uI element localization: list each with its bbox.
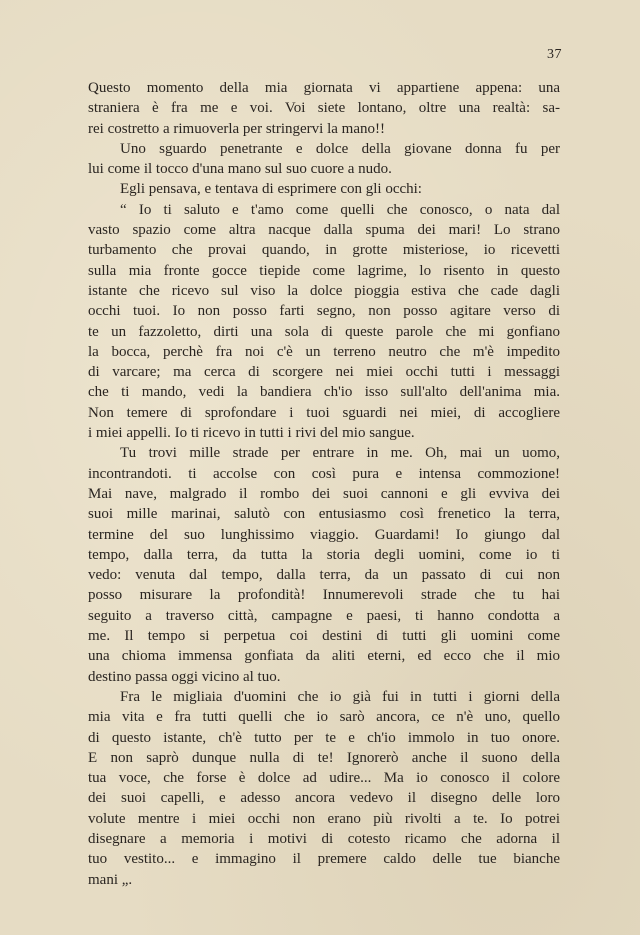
text-line: rei costretto a rimuoverla per stringervi la mano!! xyxy=(88,120,385,137)
text-line: tuo vestito... e immagino il premere caldo delle tue bianche xyxy=(88,851,560,868)
text-line: turbamento che provai quando, in grotte misteriose, io ricevetti xyxy=(88,242,560,259)
text-line: te un fazzoletto, dirti una sola di queste parole che mi gonfiano xyxy=(88,323,560,340)
text-line: volute mentre i miei occhi non erano più rivolti a te. Io potrei xyxy=(88,810,560,827)
text-line: straniera è fra me e voi. Voi siete lontano, oltre una realtà: sa- xyxy=(88,100,560,117)
text-line: lui come il tocco d'una mano sul suo cuore a nudo. xyxy=(88,161,392,178)
text-line: tempo, dalla terra, da tutta la storia degli uomini, come io ti xyxy=(88,546,560,563)
text-line: disegnare a memoria i motivi di cotesto ricamo che adorna il xyxy=(88,830,560,847)
text-line: destino passa oggi vicino al tuo. xyxy=(88,668,281,685)
text-line: suoi mille marinai, salutò con entusiasmo così frenetico la terra, xyxy=(88,506,560,523)
text-line: dei suoi capelli, e adesso ancora vedevo il disegno delle loro xyxy=(88,790,560,807)
text-line: una chioma immensa gonfiata da aliti eterni, ed ecco che il mio xyxy=(88,648,560,665)
text-line: Non temere di sprofondare i tuoi sguardi nei miei, di accogliere xyxy=(88,404,560,421)
text-line: Uno sguardo penetrante e dolce della giovane donna fu per xyxy=(120,140,560,157)
text-line: E non saprò dunque nulla di te! Ignorerò anche il suono della xyxy=(88,749,560,766)
text-line: “ Io ti saluto e t'amo come quelli che conosco, o nata dal xyxy=(120,201,560,218)
text-line: occhi tuoi. Io non posso farti segno, non posso agitare verso di xyxy=(88,303,560,320)
text-line: Fra le migliaia d'uomini che io già fui in tutti i giorni della xyxy=(120,688,560,705)
text-line: Mai nave, malgrado il rombo dei suoi cannoni e gli evviva dei xyxy=(88,485,560,502)
text-line: di varcare; ma cerca di scorgere nei miei occhi tutti i messaggi xyxy=(88,364,560,381)
text-line: Tu trovi mille strade per entrare in me. Oh, mai un uomo, xyxy=(120,445,560,462)
text-line: posso misurare la profondità! Innumerevoli strade che tu hai xyxy=(88,587,560,604)
page-number: 37 xyxy=(547,47,562,62)
text-line: vasto spazio come altra nacque dalla spuma dei mari! Lo strano xyxy=(88,222,560,239)
text-line: istante che ricevo sul viso la dolce pioggia estiva che cade dagli xyxy=(88,282,560,299)
text-line: tua voce, che forse è dolce ad udire... Ma io conosco il colore xyxy=(88,770,560,787)
text-line: i miei appelli. Io ti ricevo in tutti i rivi del mio sangue. xyxy=(88,425,415,442)
text-line: termine del suo lunghissimo viaggio. Guardami! Io giungo dal xyxy=(88,526,560,543)
text-line: che ti mando, vedi la bandiera ch'io isso sull'alto dell'anima mia. xyxy=(88,384,560,401)
text-line: mani „. xyxy=(88,871,133,888)
text-line: Egli pensava, e tentava di esprimere con gli occhi: xyxy=(120,181,422,198)
text-line: mia vita e fra tutti quelli che io sarò ancora, ce n'è uno, quello xyxy=(88,709,560,726)
text-line: sulla mia fronte gocce tiepide come lagrime, lo risento in questo xyxy=(88,262,560,279)
text-line: seguito a traverso città, campagne e paesi, ti hanno condotta a xyxy=(88,607,560,624)
body-text xyxy=(88,78,560,890)
text-line: me. Il tempo si perpetua coi destini di tutti gli uomini come xyxy=(88,628,560,645)
text-line: vedo: venuta dal tempo, dalla terra, da un passato di cui non xyxy=(88,567,560,584)
text-line: Questo momento della mia giornata vi appartiene appena: una xyxy=(88,80,560,96)
text-line: la bocca, perchè fra noi c'è un terreno neutro che m'è impedito xyxy=(88,343,560,360)
text-line: di questo istante, ch'è tutto per te e ch'io immolo in tuo onore. xyxy=(88,729,560,746)
text-line: incontrandoti. ti accolse con così pura e intensa commozione! xyxy=(88,465,560,482)
